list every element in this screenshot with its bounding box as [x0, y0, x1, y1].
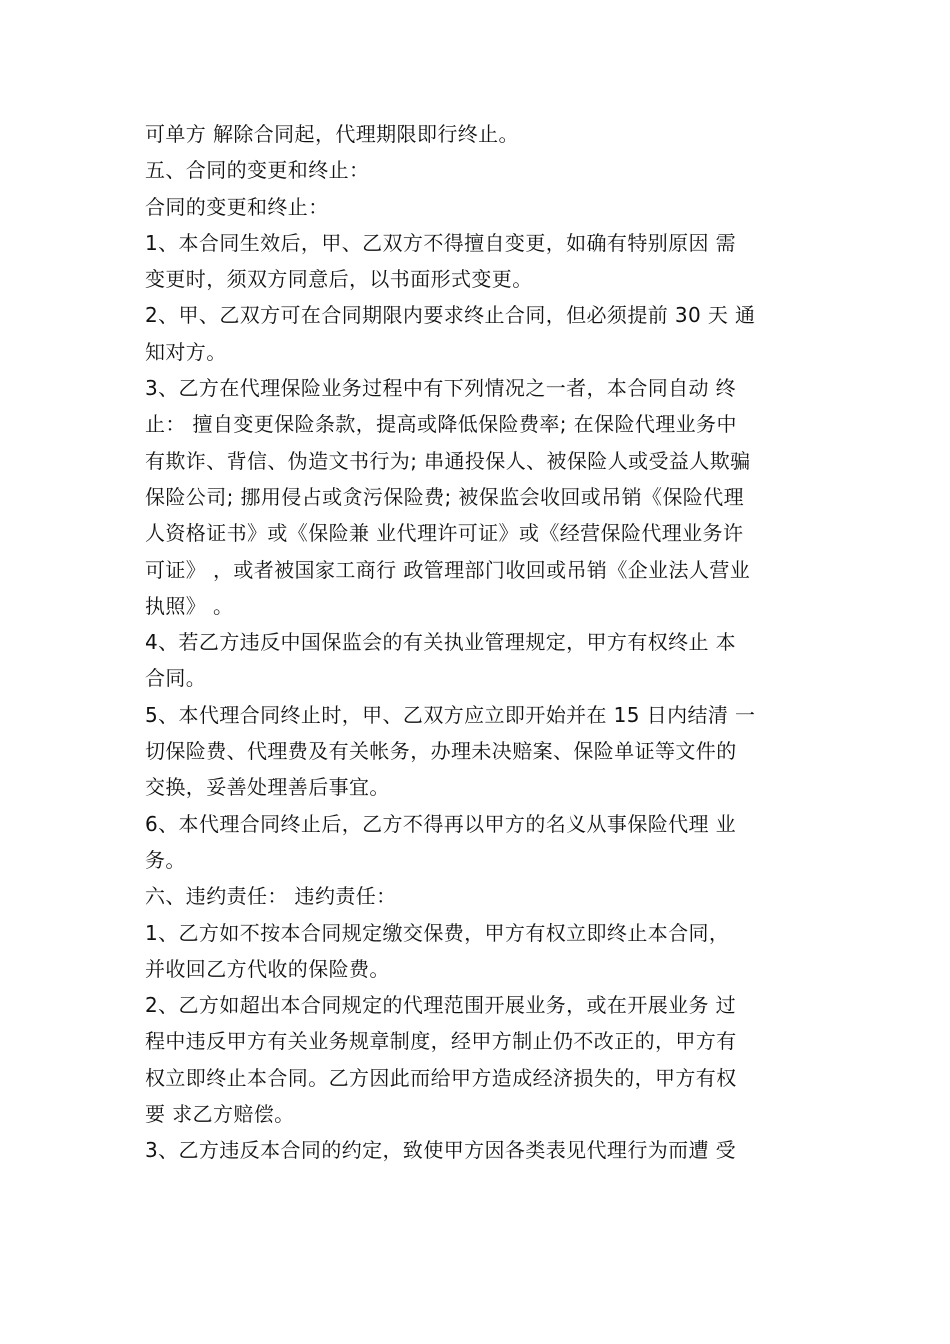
- text-line: 保险公司; 挪用侵占或贪污保险费; 被保监会收回或吊销《保险代理: [145, 484, 744, 509]
- text-line: 3、乙方在代理保险业务过程中有下列情况之一者，本合同自动 终: [145, 376, 737, 401]
- document-body: [145, 116, 810, 1169]
- text-line: 2、甲、乙双方可在合同期限内要求终止合同，但必须提前 30 天 通: [145, 303, 756, 328]
- text-line: 权立即终止本合同。乙方因此而给甲方造成经济损失的，甲方有权: [145, 1065, 737, 1090]
- text-line: 1、本合同生效后，甲、乙双方不得擅自变更，如确有特别原因 需: [145, 230, 737, 255]
- text-line: 交换，妥善处理善后事宜。: [145, 775, 390, 800]
- text-line: 知对方。: [145, 339, 227, 364]
- text-line: 务。: [145, 847, 186, 872]
- text-line: 程中违反甲方有关业务规章制度，经甲方制止仍不改正的，甲方有: [145, 1029, 737, 1054]
- text-line: 3、乙方违反本合同的约定，致使甲方因各类表见代理行为而遭 受: [145, 1138, 737, 1163]
- text-line: 2、乙方如超出本合同规定的代理范围开展业务，或在开展业务 过: [145, 993, 737, 1018]
- text-line: 5、本代理合同终止时，甲、乙双方应立即开始并在 15 日内结清 一: [145, 702, 756, 727]
- text-line: 并收回乙方代收的保险费。: [145, 956, 390, 981]
- section-heading: 六、违约责任： 违约责任：: [145, 884, 397, 909]
- text-line: 要 求乙方赔偿。: [145, 1102, 295, 1127]
- text-line: 合同的变更和终止：: [145, 194, 329, 219]
- text-line: 变更时，须双方同意后，以书面形式变更。: [145, 267, 533, 292]
- text-line: 4、若乙方违反中国保监会的有关执业管理规定，甲方有权终止 本: [145, 630, 737, 655]
- text-line: 有欺诈、背信、伪造文书行为; 串通投保人、被保险人或受益人欺骗: [145, 448, 751, 473]
- text-line: 合同。: [145, 666, 207, 691]
- text-line: 可单方 解除合同起，代理期限即行终止。: [145, 122, 519, 146]
- text-line: 人资格证书》或《保险兼 业代理许可证》或《经营保险代理业务许: [145, 521, 744, 546]
- text-line: 6、本代理合同终止后，乙方不得再以甲方的名义从事保险代理 业: [145, 811, 737, 836]
- text-line: 执照》 。: [145, 593, 234, 618]
- text-line: 1、乙方如不按本合同规定缴交保费，甲方有权立即终止本合同，: [145, 920, 730, 945]
- section-heading: 五、合同的变更和终止：: [145, 158, 370, 183]
- text-line: 止： 擅自变更保险条款，提高或降低保险费率; 在保险代理业务中: [145, 412, 737, 437]
- text-line: 切保险费、代理费及有关帐务，办理未决赔案、保险单证等文件的: [145, 739, 737, 764]
- text-line: 可证》 ，或者被国家工商行 政管理部门收回或吊销《企业法人营业: [145, 557, 751, 582]
